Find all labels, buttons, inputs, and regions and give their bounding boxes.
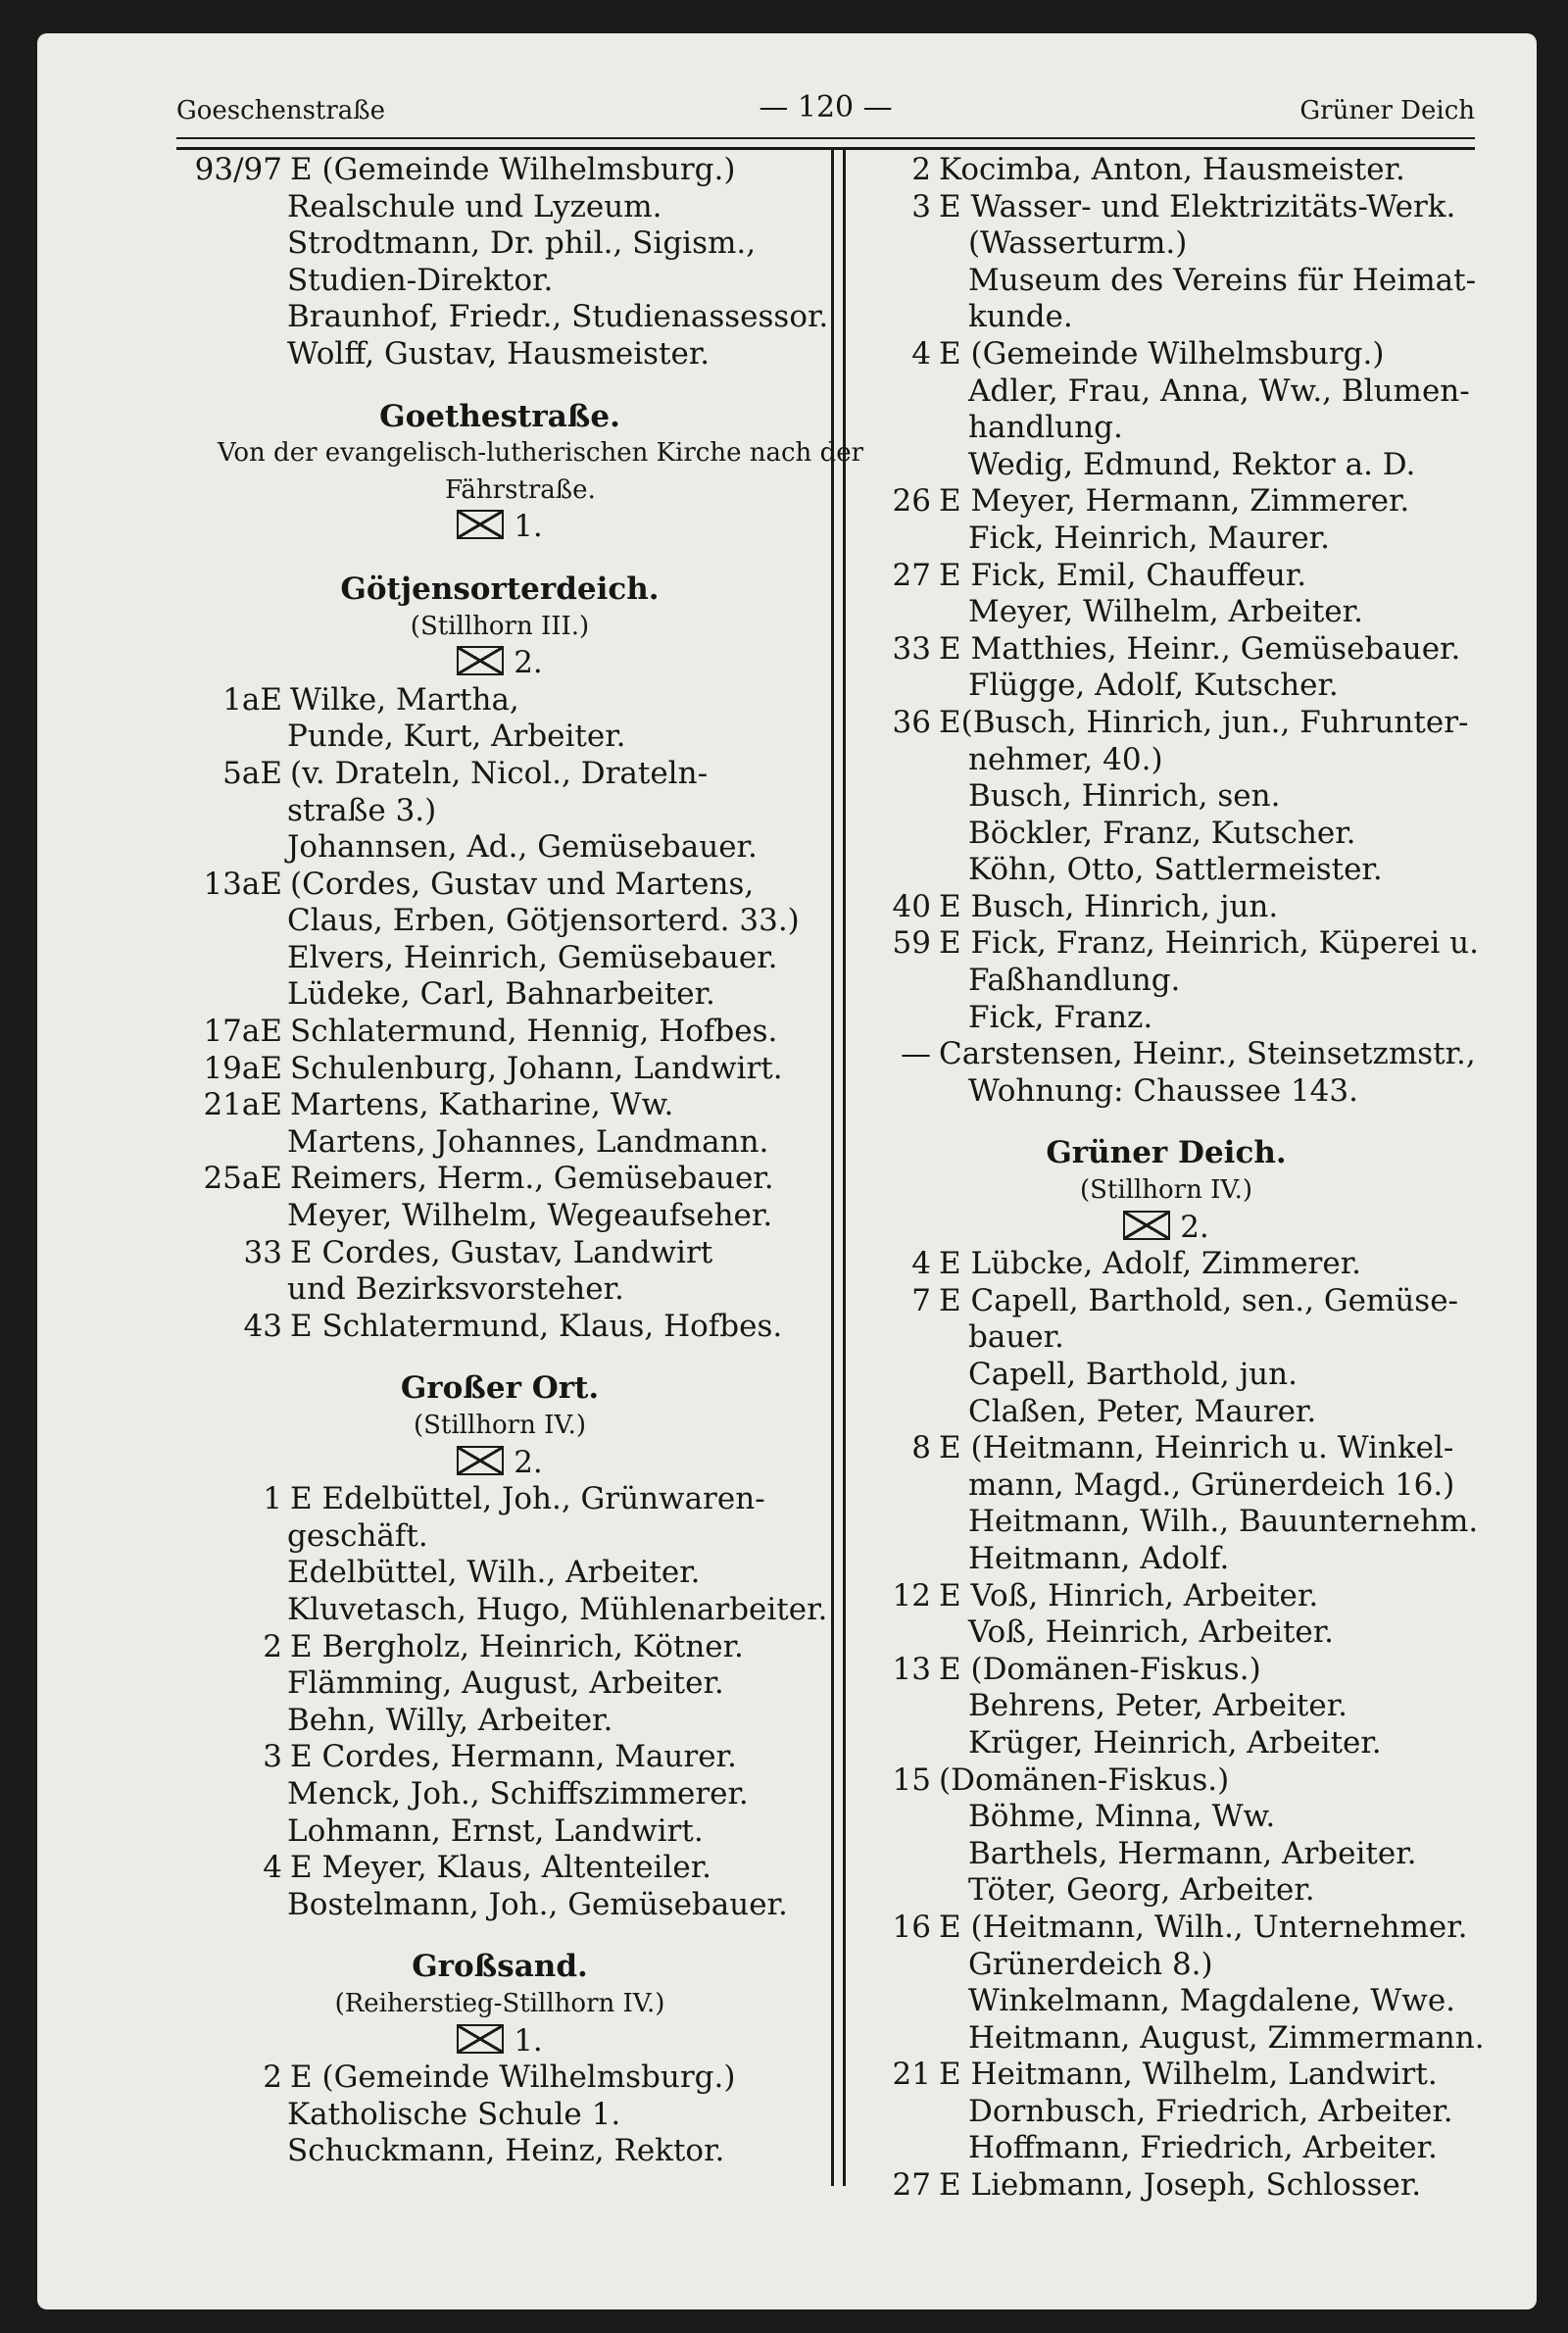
entry-text: Carstensen, Heinr., Steinsetzmstr., [939, 1036, 1476, 1072]
postal-district [176, 509, 823, 546]
house-number: 1 [263, 1481, 282, 1517]
envelope-icon [457, 2024, 504, 2054]
entry-text: E (Heitmann, Wilh., Unternehmer. [939, 1909, 1468, 1945]
house-number: 7 [911, 1282, 931, 1318]
entry-text: kunde. [968, 299, 1073, 335]
envelope-icon [457, 646, 504, 675]
house-number: 19aE [203, 1050, 282, 1086]
directory-entry-line [176, 1518, 823, 1556]
entry-text: Johannsen, Ad., Gemüsebauer. [287, 829, 758, 866]
house-number: 27 [892, 557, 931, 593]
postal-district [853, 1210, 1480, 1247]
entry-text: (v. Drateln, Nicol., Drateln- [290, 755, 709, 791]
entry-text: Kluvetasch, Hugo, Mühlenarbeiter. [287, 1591, 828, 1627]
entry-text: Menck, Joh., Schiffszimmerer. [287, 1775, 749, 1812]
house-number: 21aE [203, 1087, 282, 1123]
postal-district [176, 1445, 823, 1482]
postal-district-number: 1. [514, 2022, 543, 2059]
directory-entry-line [176, 1776, 823, 1813]
house-number: 1aE [222, 681, 282, 718]
directory-entry-line [176, 2097, 823, 2134]
entry-text: Flämming, August, Arbeiter. [287, 1665, 724, 1702]
postal-district-number: 2. [514, 1444, 543, 1480]
entry-text: Kocimba, Anton, Hausmeister. [939, 152, 1405, 187]
entry-list [176, 2060, 823, 2170]
page-number: — 120 — [759, 90, 893, 124]
entry-text: E Capell, Barthold, sen., Gemüse- [939, 1282, 1459, 1318]
entry-text: bauer. [968, 1319, 1064, 1356]
entry-text: Schlatermund, Hennig, Hofbes. [290, 1014, 778, 1050]
entry-text: Meyer, Wilhelm, Arbeiter. [968, 594, 1363, 630]
directory-entry-line [853, 1688, 1480, 1725]
entry-text: Wohnung: Chaussee 143. [968, 1072, 1358, 1109]
street-heading: Goethestraße. [379, 398, 620, 434]
house-number: 4 [911, 1246, 931, 1282]
entry-text: E (Heitmann, Heinrich u. Winkel- [939, 1430, 1454, 1466]
entry-text: Dornbusch, Friedrich, Arbeiter. [968, 2093, 1453, 2129]
entry-text: mann, Magd., Grünerdeich 16.) [968, 1466, 1455, 1503]
entry-text: E Meyer, Klaus, Altenteiler. [290, 1850, 712, 1886]
house-number: 26 [892, 483, 931, 520]
directory-entry-line [176, 1161, 823, 1198]
entry-text: Lohmann, Ernst, Landwirt. [287, 1812, 704, 1849]
directory-entry-line [176, 1014, 823, 1051]
directory-entry-line [853, 1283, 1480, 1320]
directory-entry-line [853, 742, 1480, 779]
entry-text: E Voß, Hinrich, Arbeiter. [939, 1577, 1319, 1613]
directory-entry-line [853, 2167, 1480, 2205]
entry-text: Krüger, Heinrich, Arbeiter. [968, 1724, 1382, 1761]
entry-text: E Fick, Franz, Heinrich, Küperei u. [939, 925, 1479, 962]
entry-text: E Fick, Emil, Chauffeur. [939, 557, 1307, 593]
house-number: 15 [892, 1762, 931, 1798]
directory-entry-line [853, 631, 1480, 669]
directory-entry-line [176, 1198, 823, 1235]
header-right-street: Grüner Deich [1299, 96, 1475, 125]
directory-entry-line [853, 558, 1480, 595]
street-heading: Grüner Deich. [1046, 1135, 1287, 1171]
entry-text: Martens, Johannes, Landmann. [287, 1123, 769, 1160]
directory-entry-line [176, 1813, 823, 1851]
street-heading: Großsand. [412, 1949, 588, 1985]
directory-entry-line [853, 1357, 1480, 1394]
entry-text: E Busch, Hinrich, jun. [939, 888, 1279, 924]
directory-entry-line [853, 963, 1480, 1000]
entry-text: Flügge, Adolf, Kutscher. [968, 668, 1339, 704]
left-column [176, 152, 864, 2170]
entry-text: E Lübcke, Adolf, Zimmerer. [939, 1246, 1361, 1282]
directory-entry-line [176, 1555, 823, 1592]
house-number: 93/97 [194, 152, 282, 187]
directory-entry-line [853, 1910, 1480, 1947]
street-heading: Götjensorterdeich. [340, 571, 660, 607]
directory-entry-line [176, 1591, 828, 1629]
envelope-icon [457, 510, 504, 539]
entry-text: Töter, Georg, Arbeiter. [968, 1872, 1315, 1909]
directory-entry-line [176, 1703, 823, 1740]
directory-entry-line [853, 816, 1480, 853]
house-number: 36 [892, 704, 931, 740]
directory-entry-line [176, 1629, 823, 1666]
directory-entry-line [176, 1739, 823, 1776]
directory-entry-line [853, 1000, 1480, 1037]
directory-entry-line [853, 1578, 1480, 1615]
entry-text: (Cordes, Gustav und Martens, [290, 866, 755, 902]
entry-text: und Bezirksvorsteher. [287, 1271, 624, 1308]
house-number: 8 [911, 1430, 931, 1466]
entry-text: Heitmann, Wilh., Bauunternehm. [968, 1504, 1479, 1540]
directory-entry-line [176, 867, 823, 904]
street-district: (Stillhorn IV.) [413, 1411, 587, 1440]
entry-text: E Schlatermund, Klaus, Hofbes. [290, 1308, 783, 1344]
entry-text: Faßhandlung. [968, 963, 1181, 999]
directory-entry-line [176, 793, 823, 830]
directory-entry-line [176, 1665, 823, 1703]
directory-entry-line [853, 152, 1480, 189]
house-number: 33 [892, 630, 931, 667]
entry-text: straße 3.) [287, 792, 437, 828]
directory-entry-line [176, 1124, 823, 1162]
house-number: 43 [243, 1308, 282, 1344]
house-number: 2 [263, 2060, 282, 2096]
entry-text: E Cordes, Hermann, Maurer. [290, 1739, 737, 1775]
entry-text: Schuckmann, Heinz, Rektor. [287, 2133, 725, 2169]
directory-entry-line [853, 373, 1480, 411]
entry-text: Barthels, Hermann, Arbeiter. [968, 1835, 1417, 1871]
directory-entry-line [176, 1850, 823, 1887]
house-number: 2 [263, 1628, 282, 1664]
entry-text: nehmer, 40.) [968, 741, 1163, 777]
directory-entry-line [176, 263, 823, 300]
house-number: 16 [892, 1909, 931, 1945]
entry-list [853, 1246, 1485, 2204]
directory-entry-line [853, 889, 1480, 926]
directory-entry-line [853, 1504, 1480, 1541]
directory-entry-line [176, 2133, 823, 2170]
directory-entry-line [853, 2057, 1480, 2094]
directory-entry-line [853, 447, 1480, 484]
entry-text: Heitmann, Adolf. [968, 1540, 1230, 1576]
directory-entry-line [853, 1467, 1480, 1505]
street-description: Fährstraße. [445, 474, 596, 505]
entry-text: Studien-Direktor. [287, 262, 554, 298]
directory-entry-line [176, 1887, 823, 1924]
entry-text: E Wasser- und Elektrizitäts-Werk. [939, 188, 1456, 224]
directory-entry-line [176, 189, 823, 226]
directory-entry-line [853, 263, 1480, 300]
postal-district [176, 2023, 823, 2060]
directory-entry-line [176, 940, 823, 977]
directory-entry-line [853, 225, 1480, 263]
directory-entry-line [853, 925, 1480, 963]
envelope-icon [1123, 1211, 1170, 1240]
directory-entry-line [853, 1394, 1480, 1431]
entry-text: Katholische Schule 1. [287, 2096, 621, 2132]
directory-entry-line [853, 1319, 1480, 1357]
directory-entry-line [176, 299, 829, 336]
entry-text: Schulenburg, Johann, Landwirt. [290, 1050, 783, 1086]
directory-entry-line [853, 1614, 1480, 1652]
entry-text: E Matthies, Heinr., Gemüsebauer. [939, 630, 1461, 667]
entry-list [176, 682, 823, 1346]
entry-text: Claßen, Peter, Maurer. [968, 1393, 1317, 1429]
entry-text: Elvers, Heinrich, Gemüsebauer. [287, 939, 778, 975]
entry-text: Böhme, Minna, Ww. [968, 1799, 1276, 1835]
directory-entry-line [176, 2060, 823, 2097]
directory-entry-line [853, 778, 1480, 816]
house-number: 13 [892, 1651, 931, 1687]
house-number: 59 [892, 925, 931, 962]
entry-text: E Meyer, Hermann, Zimmerer. [939, 483, 1410, 520]
entry-text: geschäft. [287, 1517, 428, 1554]
entry-text: Adler, Frau, Anna, Ww., Blumen- [968, 372, 1470, 409]
directory-entry-line [176, 1309, 823, 1346]
directory-entry-line [853, 1799, 1480, 1836]
directory-entry-line [853, 1652, 1480, 1689]
directory-entry-line [176, 336, 823, 373]
house-number: 27 [892, 2167, 931, 2204]
page-header [176, 84, 1475, 131]
entry-text: (Wasserturm.) [968, 225, 1188, 262]
street-heading: Großer Ort. [400, 1370, 600, 1407]
directory-entry-line [176, 152, 823, 189]
entry-list [176, 1481, 828, 1923]
entry-text: E Bergholz, Heinrich, Kötner. [290, 1628, 744, 1664]
directory-entry-line [176, 1271, 823, 1309]
entry-text: Wedig, Edmund, Rektor a. D. [968, 446, 1416, 482]
entry-text: Hoffmann, Friedrich, Arbeiter. [968, 2130, 1438, 2166]
directory-entry-line [176, 682, 823, 720]
entry-text: Fick, Franz. [968, 999, 1153, 1035]
house-number: 21 [892, 2057, 931, 2093]
house-number: 4 [911, 335, 931, 372]
directory-entry-line [853, 1073, 1480, 1111]
entry-text: E (Domänen-Fiskus.) [939, 1651, 1261, 1687]
directory-entry-line [176, 903, 823, 940]
house-number: — [901, 1036, 931, 1072]
street-description: Von der evangelisch-lutherischen Kirche nach der [218, 438, 864, 469]
entry-text: Wilke, Martha, [290, 681, 519, 718]
directory-entry-line [853, 1430, 1480, 1467]
entry-text: Meyer, Wilhelm, Wegeaufseher. [287, 1198, 773, 1234]
entry-text: Busch, Hinrich, sen. [968, 778, 1281, 815]
postal-district-number: 1. [514, 509, 543, 545]
directory-entry-line [853, 410, 1480, 447]
directory-entry-line [853, 594, 1480, 631]
directory-entry-line [853, 1541, 1480, 1578]
entry-text: Wolff, Gustav, Hausmeister. [287, 335, 710, 372]
directory-entry-line [853, 1725, 1480, 1762]
postal-district-number: 2. [514, 645, 543, 681]
entry-text: Voß, Heinrich, Arbeiter. [968, 1614, 1335, 1651]
directory-entry-line [176, 829, 823, 867]
entry-text: Böckler, Franz, Kutscher. [968, 815, 1356, 851]
entry-text: E Heitmann, Wilhelm, Landwirt. [939, 2057, 1438, 2093]
entry-text: Fick, Heinrich, Maurer. [968, 520, 1330, 556]
directory-entry-line [853, 336, 1480, 373]
entry-text: Behn, Willy, Arbeiter. [287, 1702, 613, 1738]
house-number: 40 [892, 888, 931, 924]
directory-entry-line [853, 521, 1480, 558]
entry-text: Museum des Vereins für Heimat- [968, 262, 1477, 298]
directory-entry-line [853, 705, 1480, 742]
header-rule-thick [176, 147, 1475, 150]
entry-text: Reimers, Herm., Gemüsebauer. [290, 1161, 774, 1197]
house-number: 2 [911, 152, 931, 187]
entry-list [176, 152, 829, 373]
house-number: 13aE [203, 866, 282, 902]
directory-entry-line [853, 299, 1480, 336]
entry-text: Martens, Katharine, Ww. [290, 1087, 674, 1123]
house-number: 3 [911, 188, 931, 224]
street-district: (Stillhorn IV.) [1079, 1175, 1253, 1206]
entry-text: Lüdeke, Carl, Bahnarbeiter. [287, 976, 715, 1013]
entry-text: Bostelmann, Joh., Gemüsebauer. [287, 1886, 788, 1922]
entry-text: Heitmann, August, Zimmermann. [968, 2019, 1485, 2056]
entry-text: E Edelbüttel, Joh., Grünwaren- [290, 1481, 765, 1517]
directory-entry-line [176, 1235, 823, 1272]
entry-text: E Cordes, Gustav, Landwirt [290, 1234, 713, 1270]
directory-entry-line [853, 1836, 1480, 1873]
directory-entry-line [176, 719, 823, 756]
entry-text: Grünerdeich 8.) [968, 1946, 1213, 1982]
entry-list [853, 152, 1480, 1110]
directory-entry-line [853, 1036, 1480, 1073]
directory-entry-line [853, 2019, 1485, 2058]
directory-entry-line [176, 756, 823, 793]
directory-entry-line [176, 976, 823, 1014]
entry-text: E Liebmann, Joseph, Schlosser. [939, 2167, 1422, 2204]
header-rule [176, 137, 1475, 139]
entry-text: Edelbüttel, Wilh., Arbeiter. [287, 1555, 701, 1591]
directory-entry-line [853, 2094, 1480, 2131]
entry-text: E (Gemeinde Wilhelmsburg.) [939, 335, 1385, 372]
directory-entry-line [853, 1983, 1480, 2020]
entry-text: E(Busch, Hinrich, jun., Fuhrunter- [939, 704, 1469, 740]
directory-entry-line [853, 1762, 1480, 1800]
directory-entry-line [176, 1051, 823, 1088]
header-left-street: Goeschenstraße [176, 96, 386, 125]
street-district: (Stillhorn III.) [410, 611, 590, 641]
directory-entry-line [176, 225, 823, 263]
directory-entry-line [853, 189, 1480, 226]
entry-text: Winkelmann, Magdalene, Wwe. [968, 1983, 1456, 2019]
entry-text: E (Gemeinde Wilhelmsburg.) [290, 2060, 736, 2096]
postal-district-number: 2. [1180, 1209, 1209, 1245]
directory-entry-line [176, 1087, 823, 1124]
entry-text: Claus, Erben, Götjensorterd. 33.) [287, 903, 800, 939]
entry-text: Braunhof, Friedr., Studienassessor. [287, 299, 829, 335]
house-number: 33 [243, 1234, 282, 1270]
directory-entry-line [853, 483, 1480, 521]
house-number: 12 [892, 1577, 931, 1613]
entry-text: Strodtmann, Dr. phil., Sigism., [287, 225, 757, 262]
entry-text: Capell, Barthold, jun. [968, 1357, 1298, 1392]
house-number: 3 [263, 1739, 282, 1775]
postal-district [176, 645, 823, 682]
street-district: (Reiherstieg-Stillhorn IV.) [334, 1988, 665, 2018]
entry-text: handlung. [968, 410, 1123, 446]
house-number: 4 [263, 1850, 282, 1886]
directory-entry-line [853, 852, 1480, 889]
envelope-icon [457, 1446, 504, 1475]
entry-text: Realschule und Lyzeum. [287, 188, 662, 224]
entry-text: (Domänen-Fiskus.) [939, 1762, 1230, 1798]
entry-text: Behrens, Peter, Arbeiter. [968, 1688, 1348, 1724]
right-column [853, 152, 1485, 2205]
entry-text: Punde, Kurt, Arbeiter. [287, 719, 626, 755]
entry-text: Köhn, Otto, Sattlermeister. [968, 852, 1383, 888]
directory-entry-line [176, 1481, 823, 1518]
house-number: 5aE [222, 755, 282, 791]
directory-entry-line [853, 1246, 1480, 1283]
directory-entry-line [853, 1947, 1480, 1984]
directory-entry-line [853, 668, 1480, 705]
directory-entry-line [853, 1872, 1480, 1910]
house-number: 17aE [203, 1014, 282, 1050]
entry-text: E (Gemeinde Wilhelmsburg.) [290, 152, 736, 187]
house-number: 25aE [203, 1161, 282, 1197]
directory-entry-line [853, 2130, 1480, 2167]
